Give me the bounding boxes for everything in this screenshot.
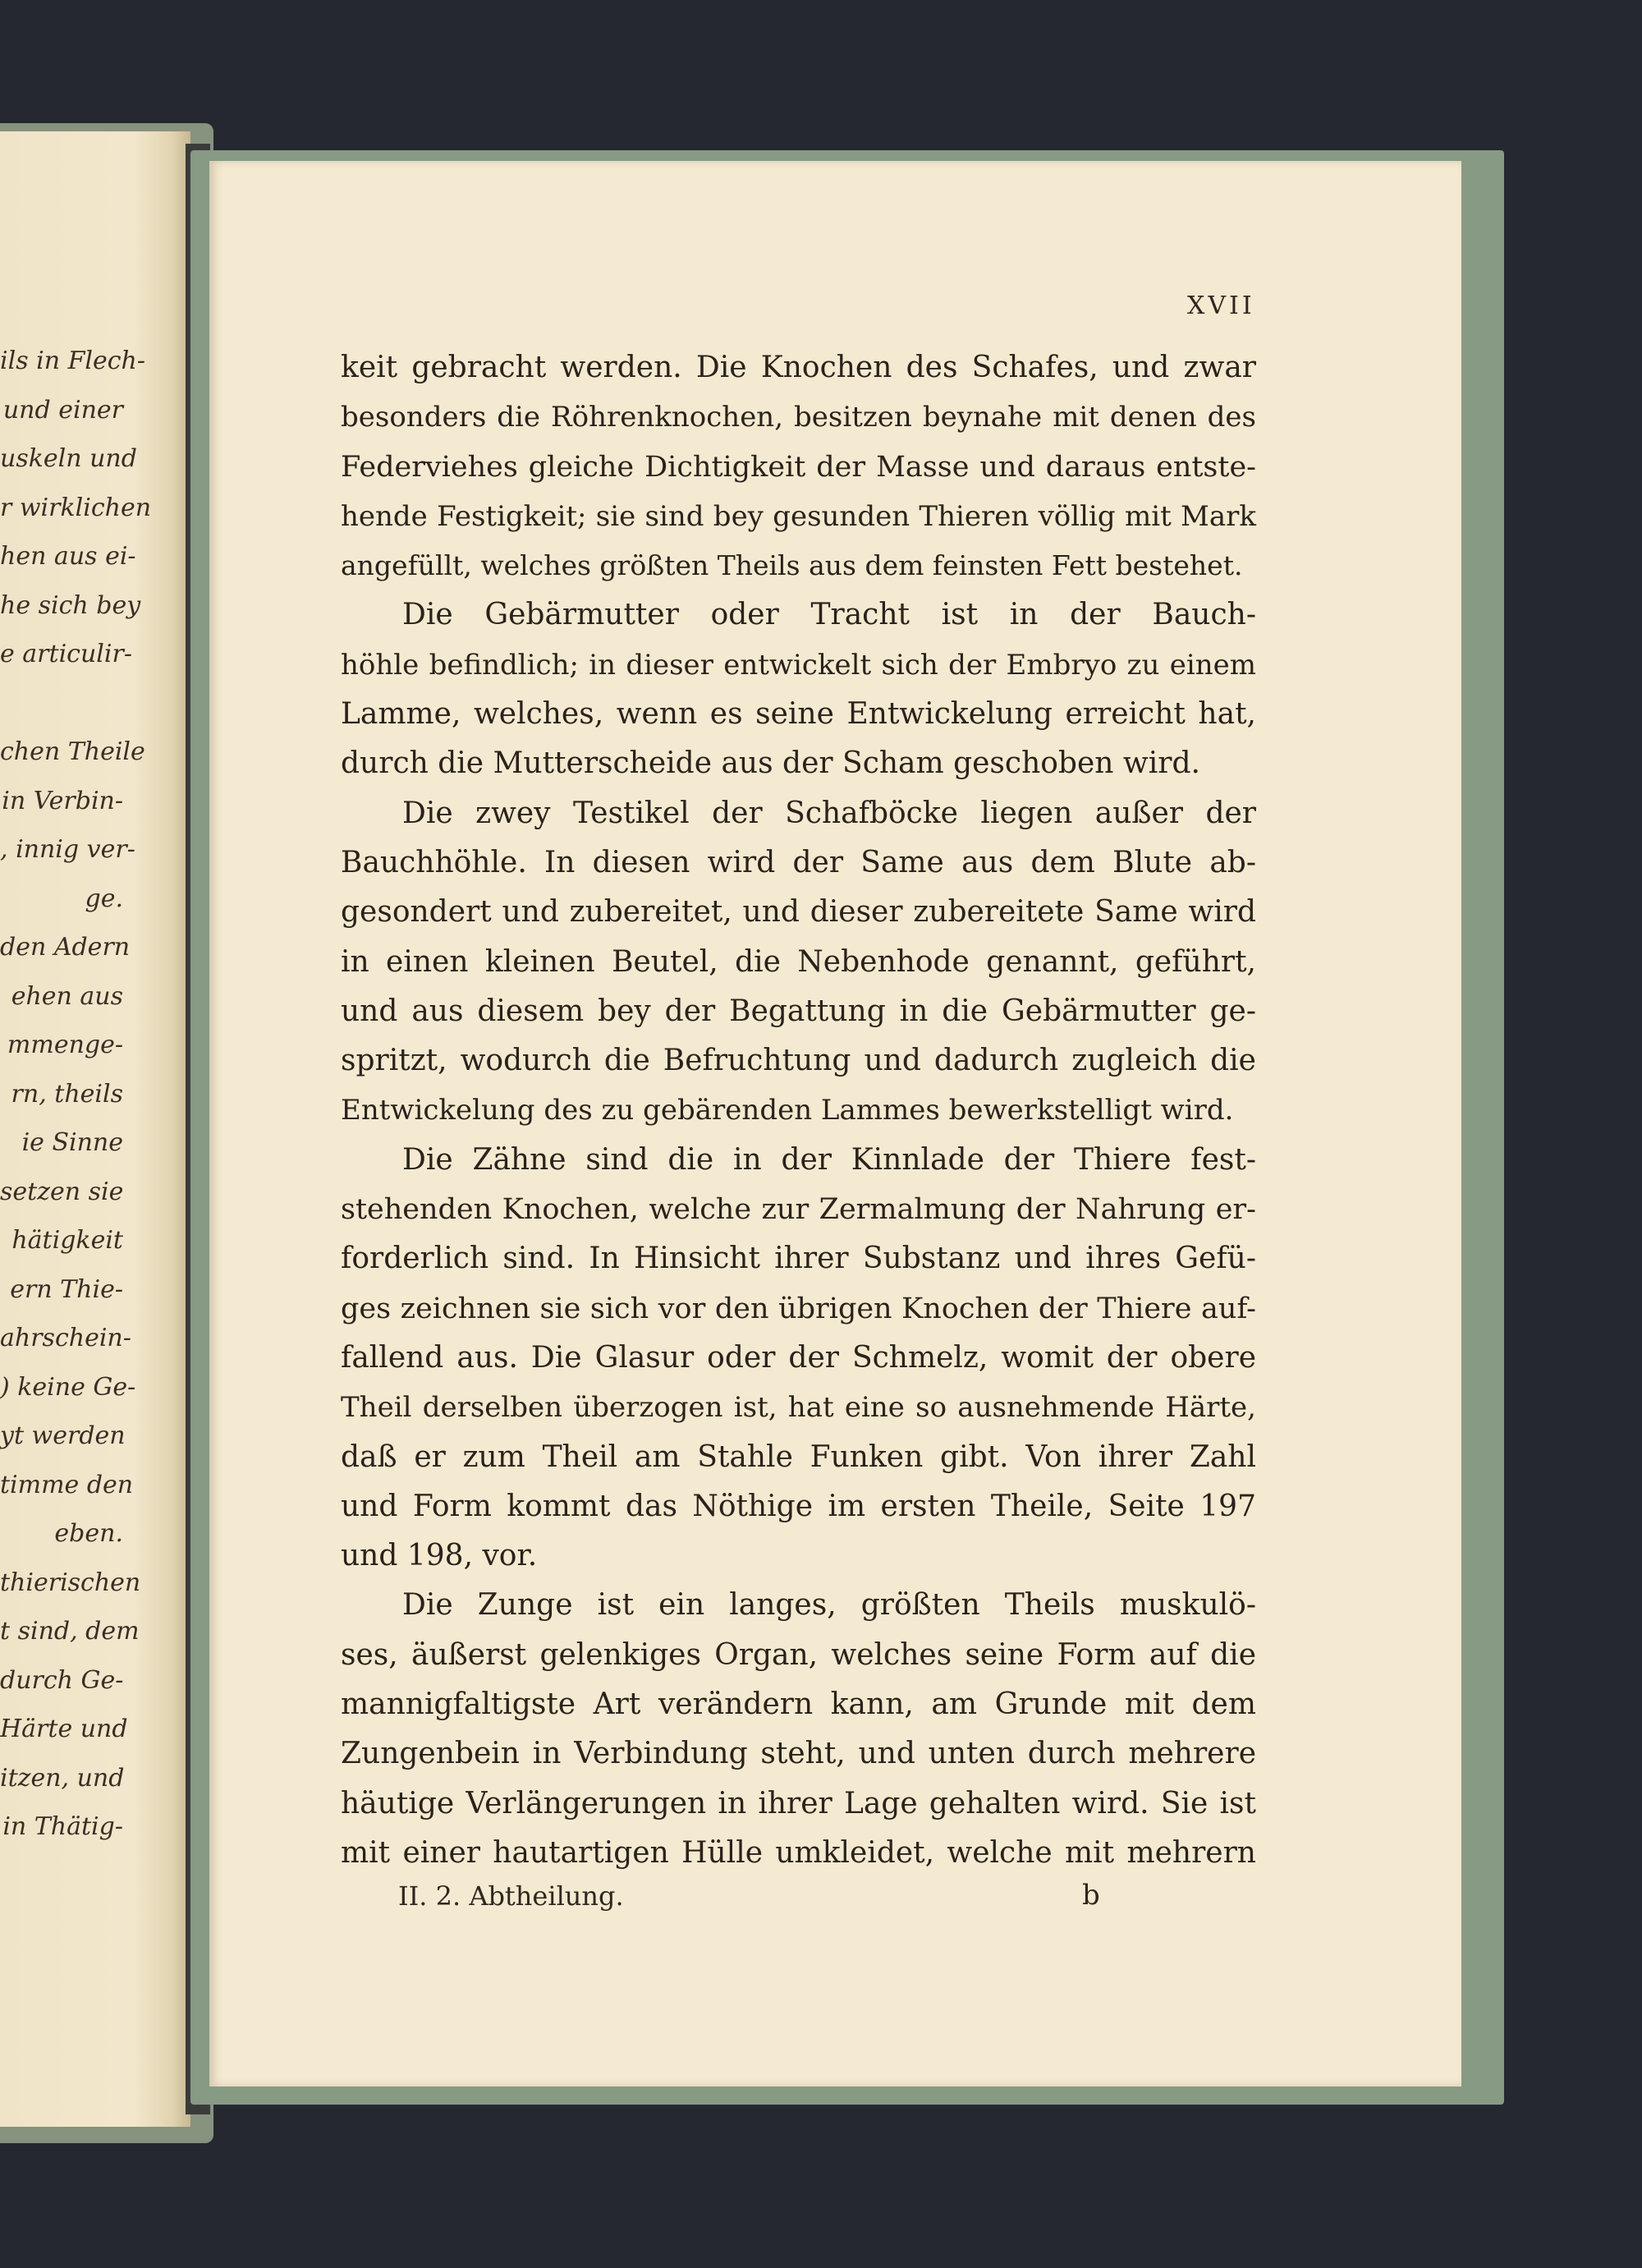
text-line: häutige Verlängerungen in ihrer Lage gehalten wird. Sie ist [341, 1786, 1256, 1820]
left-page-line: und einer [2, 395, 123, 425]
left-page-line: t sind, dem [0, 1617, 140, 1646]
left-page-line: timme den [0, 1470, 134, 1499]
left-page-line: he sich bey [0, 590, 141, 620]
left-page-text [0, 337, 152, 1852]
text-line: daß er zum Theil am Stahle Funken gibt. Von ihrer Zahl [341, 1439, 1256, 1474]
text-line: höhle befindlich; in dieser entwickelt sich der Embryo zu einem [341, 648, 1256, 682]
left-page-line: r wirklichen [0, 493, 152, 522]
text-line: keit gebracht werden. Die Knochen des Schafes, und zwar [341, 351, 1256, 384]
text-line: gesondert und zubereitet, und dieser zubereitete Same wird [341, 895, 1256, 930]
text-line: ses, äußerst gelenkiges Organ, welches seine Form auf die [341, 1637, 1256, 1672]
left-page-line: mmenge- [7, 1031, 123, 1059]
text-line: Lamme, welches, wenn es seine Entwickelung erreicht hat, [341, 697, 1256, 732]
left-page-line: in Verbin- [2, 786, 123, 815]
text-line: besonders die Röhrenknochen, besitzen beynahe mit denen des [341, 401, 1256, 434]
text-line: spritzt, wodurch die Befruchtung und dadurch zugleich die [341, 1044, 1256, 1078]
text-line: forderlich sind. In Hinsicht ihrer Substanz und ihres Gefü- [341, 1242, 1256, 1276]
left-page-line: ge. [85, 884, 123, 913]
text-line: und Form kommt das Nöthige im ersten Theile, Seite 197 [341, 1489, 1256, 1523]
left-page-line: , innig ver- [0, 835, 135, 864]
footer-signature: II. 2. Abtheilung. [398, 1880, 624, 1912]
left-page-line: durch Ge- [0, 1665, 124, 1695]
left-page-line: chen Theile [0, 737, 145, 766]
text-line: Die Gebärmutter oder Tracht ist in der Bauch- [402, 598, 1256, 632]
text-line: hende Festigkeit; sie sind bey gesunden Thieren völlig mit Mark [341, 499, 1256, 533]
text-line: Federviehes gleiche Dichtigkeit der Masse und daraus entste- [341, 450, 1256, 484]
left-page-line: thierischen [0, 1568, 141, 1597]
text-line: Theil derselben überzogen ist, hat eine so ausnehmende Härte, [341, 1391, 1256, 1425]
left-page-line: itzen, und [0, 1763, 125, 1793]
text-line: Zungenbein in Verbindung steht, und unten durch mehrere [341, 1737, 1256, 1771]
text-line: fallend aus. Die Glasur oder der Schmelz, womit der obere [341, 1340, 1256, 1375]
left-page-line: in Thätig- [2, 1812, 123, 1841]
left-page-line: rn, theils [11, 1079, 123, 1109]
left-page-line: setzen sie [0, 1177, 124, 1206]
left-page-line: yt werden [0, 1421, 126, 1450]
left-book-page [0, 131, 190, 2127]
left-page-line: ie Sinne [21, 1128, 123, 1157]
left-page-line: ) keine Ge- [0, 1372, 136, 1402]
text-line: und 198, vor. [341, 1539, 538, 1573]
left-page-line: hätigkeit [11, 1226, 123, 1255]
text-line: mit einer hautartigen Hülle umkleidet, welche mit mehrern [341, 1835, 1256, 1870]
page-body-text [341, 343, 1256, 1878]
text-line: Entwickelung des zu gebärenden Lammes bewerkstelligt wird. [341, 1094, 1234, 1127]
left-page-line [0, 679, 123, 728]
text-line: stehenden Knochen, welche zur Zermalmung der Nahrung er- [341, 1193, 1256, 1227]
text-line: durch die Mutterscheide aus der Scham geschoben wird. [341, 746, 1200, 781]
left-page-line: e articulir- [0, 640, 132, 668]
left-page-line: ils in Flech- [0, 347, 145, 375]
left-page-line: hen aus ei- [0, 542, 136, 571]
left-page-line: eben. [54, 1519, 123, 1548]
text-line: angefüllt, welches größten Theils aus dem feinsten Fett bestehet. [341, 549, 1243, 582]
text-line: Die zwey Testikel der Schafböcke liegen außer der [402, 796, 1256, 830]
left-page-line: uskeln und [0, 444, 137, 473]
left-page-line: den Adern [0, 933, 131, 962]
text-line: Die Zunge ist ein langes, größten Theils muskulö- [402, 1588, 1256, 1623]
text-line: Bauchhöhle. In diesen wird der Same aus dem Blute ab- [341, 845, 1256, 879]
text-line: ges zeichnen sie sich vor den übrigen Knochen der Thiere auf- [341, 1292, 1256, 1325]
text-line: mannigfaltigste Art verändern kann, am Grunde mit dem [341, 1687, 1256, 1722]
left-page-line: Härte und [0, 1715, 128, 1743]
footer-signature-mark: b [1082, 1879, 1100, 1912]
left-page-line: ahrschein- [0, 1324, 131, 1352]
left-page-line: ern Thie- [10, 1274, 123, 1304]
text-line: in einen kleinen Beutel, die Nebenhode genannt, geführt, [341, 944, 1256, 979]
left-page-line: ehen aus [11, 981, 123, 1011]
text-line: und aus diesem bey der Begattung in die Gebärmutter ge- [341, 994, 1256, 1028]
text-line: Die Zähne sind die in der Kinnlade der Thiere fest- [402, 1142, 1256, 1177]
page-number: XVII [1187, 292, 1255, 320]
